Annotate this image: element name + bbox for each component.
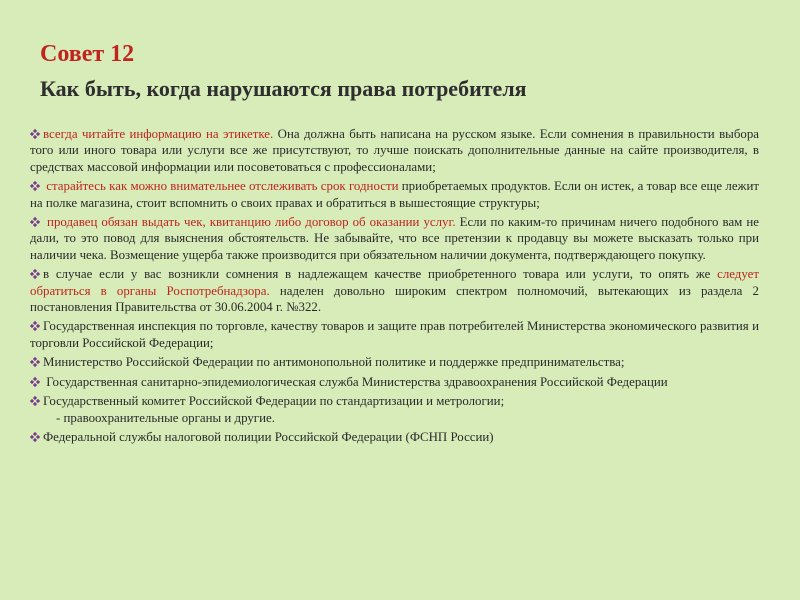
list-item-text-rest: Она должна быть написана на русском языке. Если сомнения в правильности выбора того или иного товара или услуги все же присутствуют, то лучше поискать дополнительные данные на сайте производителя, в средствах массовой информации или посоветоваться с профессионалами; — [30, 127, 759, 174]
list-item — [30, 266, 759, 315]
diamond-quad-icon — [30, 217, 40, 227]
list-item-text-rest: наделен довольно широким спектром полномочий, вытекающих из раздела 2 постановления Правительства от 30.06.2004 г. №322. — [30, 283, 759, 315]
list-item-text-rest: Если по каким-то причинам ничего подобного вам не дали, то это повод для выяснения обстоятельств. Не забывайте, что все претензии к продавцу вы можете высказать только при наличии чека. Возмещение ущерба также производится при обязательном наличии документа, подтверждающего покупку. — [30, 215, 759, 262]
bullet-list — [30, 126, 759, 448]
diamond-quad-icon — [30, 129, 40, 139]
diamond-quad-icon — [30, 269, 40, 279]
diamond-quad-icon — [30, 432, 40, 442]
list-item-highlight: всегда читайте информацию на этикетке. — [43, 127, 274, 141]
diamond-quad-icon — [30, 321, 40, 331]
list-item-highlight: старайтесь как можно внимательнее отслеживать срок годности — [46, 179, 399, 194]
list-item-subline: - правоохранительные органы и другие. — [56, 410, 275, 425]
list-item-text: Государственная инспекция по торговле, качеству товаров и защите прав потребителей Министерства экономического развития и торговли Российской Федерации; — [30, 319, 759, 350]
list-item — [30, 126, 759, 175]
list-item-text: в случае если у вас возникли сомнения в надлежащем качестве приобретенного товара или услуги, то опять же — [43, 267, 718, 282]
diamond-quad-icon — [30, 396, 40, 406]
slide-title: Совет 12 — [40, 41, 135, 67]
diamond-quad-icon — [30, 181, 40, 191]
list-item — [30, 393, 759, 426]
list-item-text: Государственный комитет Российской Федерации по стандартизации и метрологии; — [43, 394, 505, 409]
diamond-quad-icon — [30, 357, 40, 367]
list-item-text: Федеральной службы налоговой полиции Российской Федерации (ФСНП России) — [43, 429, 494, 444]
list-item — [30, 374, 759, 390]
list-item — [30, 178, 759, 211]
list-item-text: Государственная санитарно-эпидемиологическая служба Министерства здравоохранения Российской Федерации — [43, 374, 668, 389]
list-item-text-rest: приобретаемых продуктов. Если он истек, а товар все еще лежит на полке магазина, стоит вспомнить о своих правах и обратиться в вышестоящие структуры; — [30, 179, 759, 210]
diamond-quad-icon — [30, 377, 40, 387]
list-item — [30, 354, 759, 370]
list-item — [30, 214, 759, 263]
list-item-text: Министерство Российской Федерации по антимонопольной политике и поддержке предпринимательства; — [43, 355, 625, 370]
slide-subtitle: Как быть, когда нарушаются права потребителя — [40, 76, 527, 101]
list-item-highlight: следует обратиться в органы Роспотребнадзора. — [30, 267, 759, 298]
list-item — [30, 429, 759, 445]
list-item — [30, 318, 759, 351]
list-item-highlight: продавец обязан выдать чек, квитанцию либо договор об оказании услуг. — [47, 215, 456, 230]
